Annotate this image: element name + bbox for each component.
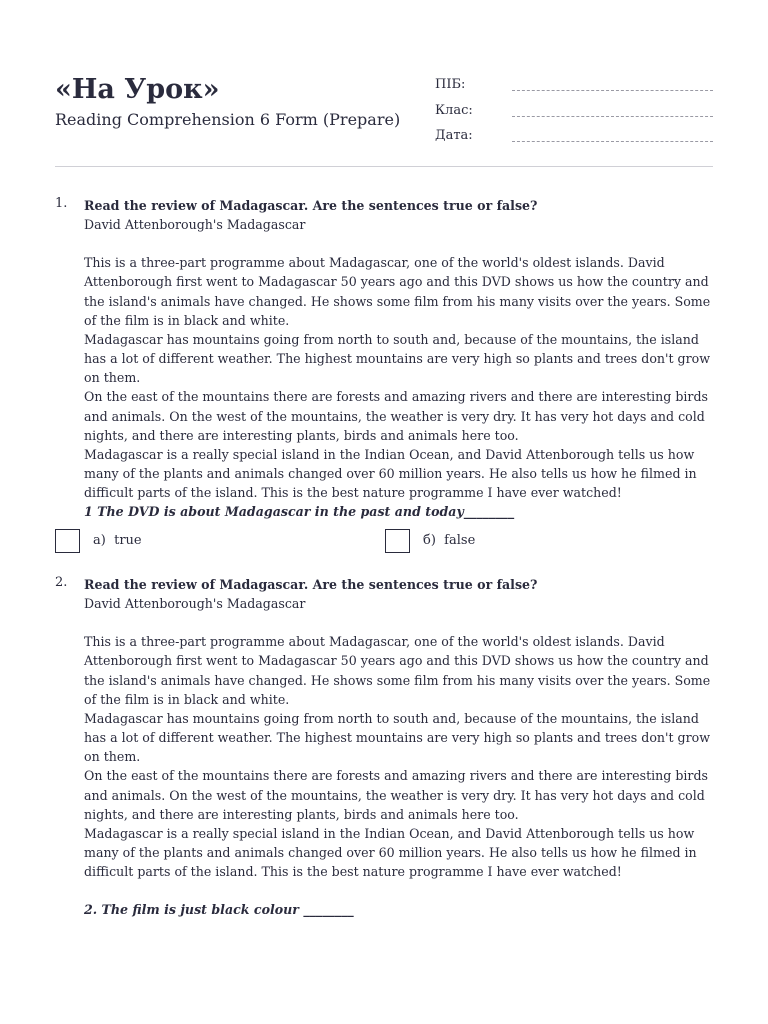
option-text: false	[444, 533, 476, 548]
option-false-checkbox[interactable]	[385, 529, 410, 553]
passage-title: David Attenborough's Madagascar	[84, 217, 306, 233]
header-divider	[55, 166, 713, 167]
passage-paragraph: Madagascar has mountains going from north to south and, because of the mountains, the island has a lot of different weather. The highest mountains are very high so plants and trees don't grow on them.	[84, 710, 710, 765]
question-statement: 1 The DVD is about Madagascar in the past and today________	[84, 504, 515, 520]
passage-paragraph: Madagascar has mountains going from north to south and, because of the mountains, the island has a lot of different weather. The highest mountains are very high so plants and trees don't grow on them.	[84, 331, 710, 386]
question-body	[84, 196, 715, 522]
passage-paragraph: Madagascar is a really special island in the Indian Ocean, and David Attenborough tells us how many of the plants and animals changed over 60 million years. He also tells us how he filmed in difficult parts of the island. This is the best nature programme I have ever watched!	[84, 446, 697, 501]
option-text: true	[114, 533, 142, 548]
field-class	[435, 103, 713, 129]
passage-paragraph: On the east of the mountains there are forests and amazing rivers and there are interesting birds and animals. On the west of the mountains, the weather is very dry. It has very hot days and cold nights, and there are interesting plants, birds and animals here too.	[84, 768, 708, 822]
option-false-label	[423, 533, 475, 548]
answer-options-1	[55, 529, 715, 555]
question-body	[84, 575, 715, 920]
field-name-label: ПІБ:	[435, 77, 466, 92]
field-date-label: Дата:	[435, 128, 473, 143]
brand-title: «На Урок»	[55, 74, 220, 105]
passage-paragraph: This is a three-part programme about Madagascar, one of the world's oldest islands. David Attenborough first went to Madagascar 50 years ago and this DVD shows us how the country and the island's animals have changed. He shows some film from his many visits over the years. Some of the film is in black and white.	[84, 634, 711, 707]
question-number: 2.	[55, 575, 68, 590]
passage-text	[84, 253, 715, 502]
option-marker: б)	[423, 533, 436, 548]
passage-paragraph: This is a three-part programme about Madagascar, one of the world's oldest islands. David Attenborough first went to Madagascar 50 years ago and this DVD shows us how the country and the island's animals have changed. He shows some film from his many visits over the years. Some of the film is in black and white.	[84, 255, 711, 328]
spacer	[84, 234, 715, 253]
question-title: Read the review of Madagascar. Are the sentences true or false?	[84, 577, 538, 592]
field-date-line[interactable]	[512, 141, 713, 142]
passage-paragraph: Madagascar is a really special island in the Indian Ocean, and David Attenborough tells us how many of the plants and animals changed over 60 million years. He also tells us how he filmed in difficult parts of the island. This is the best nature programme I have ever watched!	[84, 825, 697, 880]
question-statement: 2. The film is just black colour ________	[84, 902, 354, 918]
field-name	[435, 77, 713, 103]
question-title: Read the review of Madagascar. Are the sentences true or false?	[84, 198, 538, 213]
question-number: 1.	[55, 196, 68, 211]
field-date	[435, 128, 713, 154]
option-true-checkbox[interactable]	[55, 529, 80, 553]
question-2	[55, 575, 715, 920]
student-fields	[435, 77, 713, 154]
field-class-label: Клас:	[435, 102, 473, 118]
passage-text	[84, 632, 715, 881]
spacer	[84, 613, 715, 632]
passage-paragraph: On the east of the mountains there are forests and amazing rivers and there are interesting birds and animals. On the west of the mountains, the weather is very dry. It has very hot days and cold nights, and there are interesting plants, birds and animals here too.	[84, 389, 708, 443]
worksheet-header	[55, 72, 713, 162]
passage-title: David Attenborough's Madagascar	[84, 596, 306, 612]
field-class-line[interactable]	[512, 116, 713, 117]
worksheet-subtitle: Reading Comprehension 6 Form (Prepare)	[55, 110, 401, 129]
option-marker: а)	[93, 533, 106, 548]
question-1	[55, 196, 715, 522]
field-name-line[interactable]	[512, 90, 713, 91]
spacer	[84, 881, 715, 900]
option-true-label	[93, 533, 142, 548]
